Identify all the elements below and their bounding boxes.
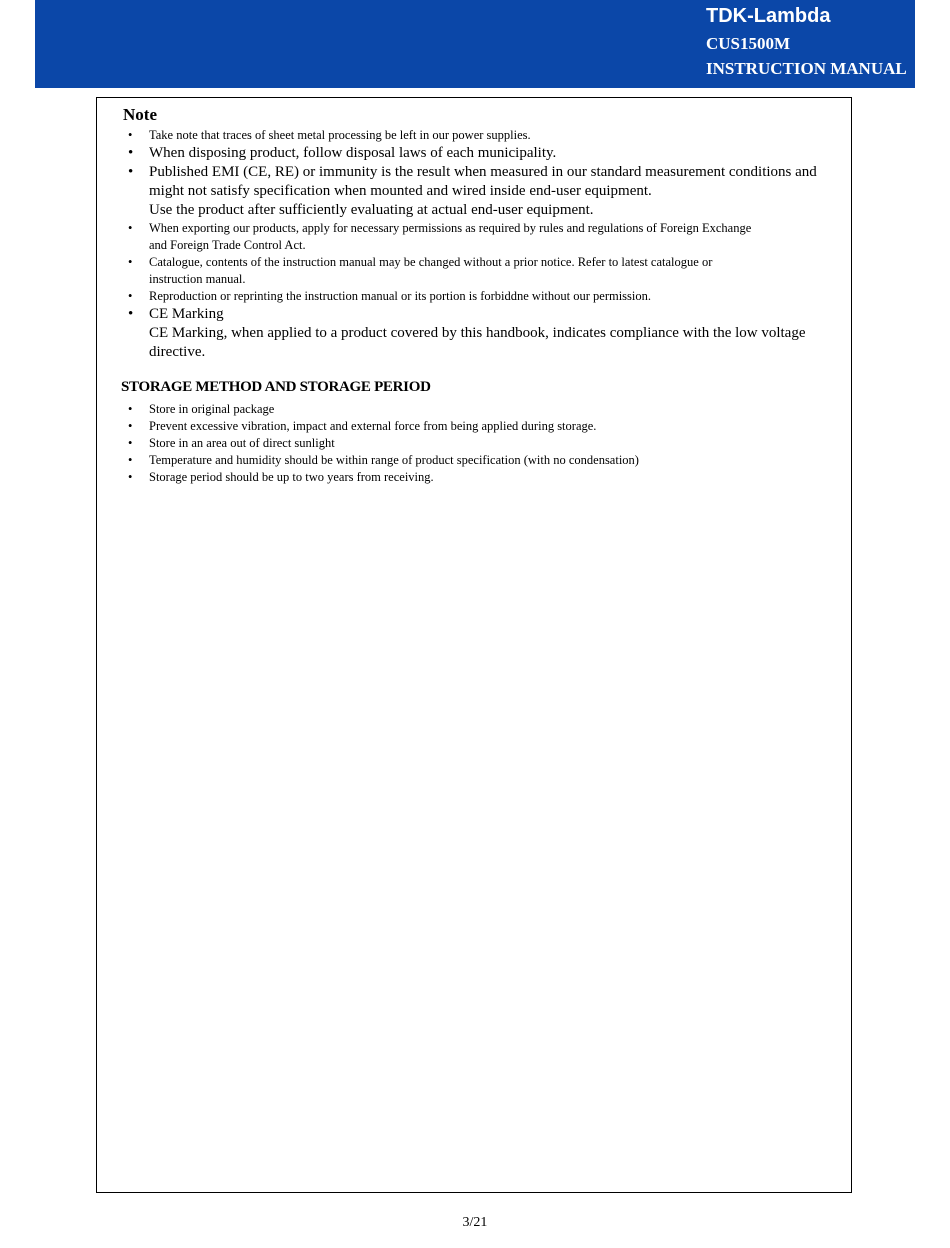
storage-item xyxy=(121,452,843,469)
note-list xyxy=(121,127,843,362)
storage-item-text: Prevent excessive vibration, impact and external force from being applied during storage. xyxy=(149,419,597,433)
content-frame xyxy=(96,97,852,1193)
note-item-line: Catalogue, contents of the instruction manual may be changed without a prior notice. Refer to latest catalogue or xyxy=(149,255,713,269)
note-item xyxy=(121,220,843,254)
bullet-icon: • xyxy=(128,436,133,450)
bullet-icon: • xyxy=(128,255,133,269)
storage-item-text: Store in an area out of direct sunlight xyxy=(149,436,335,450)
note-item-line: directive. xyxy=(149,344,206,360)
header-banner xyxy=(35,0,915,88)
bullet-icon: • xyxy=(128,289,133,303)
note-item xyxy=(121,127,843,144)
model-name: CUS1500M xyxy=(706,34,791,53)
storage-item-text: Storage period should be up to two years from receiving. xyxy=(149,470,434,484)
document-type: INSTRUCTION MANUAL xyxy=(706,59,907,78)
bullet-icon: • xyxy=(128,128,133,142)
bullet-icon: • xyxy=(128,453,133,467)
bullet-icon: • xyxy=(128,470,133,484)
bullet-icon: • xyxy=(128,145,134,161)
storage-item xyxy=(121,469,843,486)
storage-item-text: Temperature and humidity should be within range of product specification (with no condensation) xyxy=(149,453,639,467)
note-item-line: instruction manual. xyxy=(149,272,246,286)
note-item xyxy=(121,305,843,362)
bullet-icon: • xyxy=(128,402,133,416)
brand-name: TDK-Lambda xyxy=(706,5,831,27)
note-item xyxy=(121,144,843,163)
note-item-line: Published EMI (CE, RE) or immunity is the result when measured in our standard measurement conditions and xyxy=(149,164,817,180)
note-item xyxy=(121,254,843,288)
storage-item xyxy=(121,418,843,435)
storage-item xyxy=(121,435,843,452)
note-item-line: Use the product after sufficiently evaluating at actual end-user equipment. xyxy=(149,202,594,218)
note-item-line: When exporting our products, apply for necessary permissions as required by rules and regulations of Foreign Exchange xyxy=(149,221,752,235)
note-item-line: Take note that traces of sheet metal processing be left in our power supplies. xyxy=(149,128,531,142)
note-item xyxy=(121,288,843,305)
note-item-line: and Foreign Trade Control Act. xyxy=(149,238,306,252)
bullet-icon: • xyxy=(128,221,133,235)
note-item-line: CE Marking, when applied to a product covered by this handbook, indicates compliance with the low voltage xyxy=(149,325,806,341)
note-item-line: When disposing product, follow disposal laws of each municipality. xyxy=(149,145,557,161)
note-item xyxy=(121,163,843,220)
bullet-icon: • xyxy=(128,164,134,180)
storage-item xyxy=(121,401,843,418)
page-number: 3/21 xyxy=(462,1215,488,1230)
note-item-line: CE Marking xyxy=(149,306,224,322)
note-heading: Note xyxy=(123,105,157,124)
storage-item-text: Store in original package xyxy=(149,402,275,416)
note-item-line: Reproduction or reprinting the instruction manual or its portion is forbiddne without our permission. xyxy=(149,289,652,303)
bullet-icon: • xyxy=(128,419,133,433)
note-item-line: might not satisfy specification when mounted and wired inside end-user equipment. xyxy=(149,183,652,199)
bullet-icon: • xyxy=(128,306,134,322)
storage-heading: STORAGE METHOD AND STORAGE PERIOD xyxy=(121,379,431,395)
storage-list xyxy=(121,401,843,486)
